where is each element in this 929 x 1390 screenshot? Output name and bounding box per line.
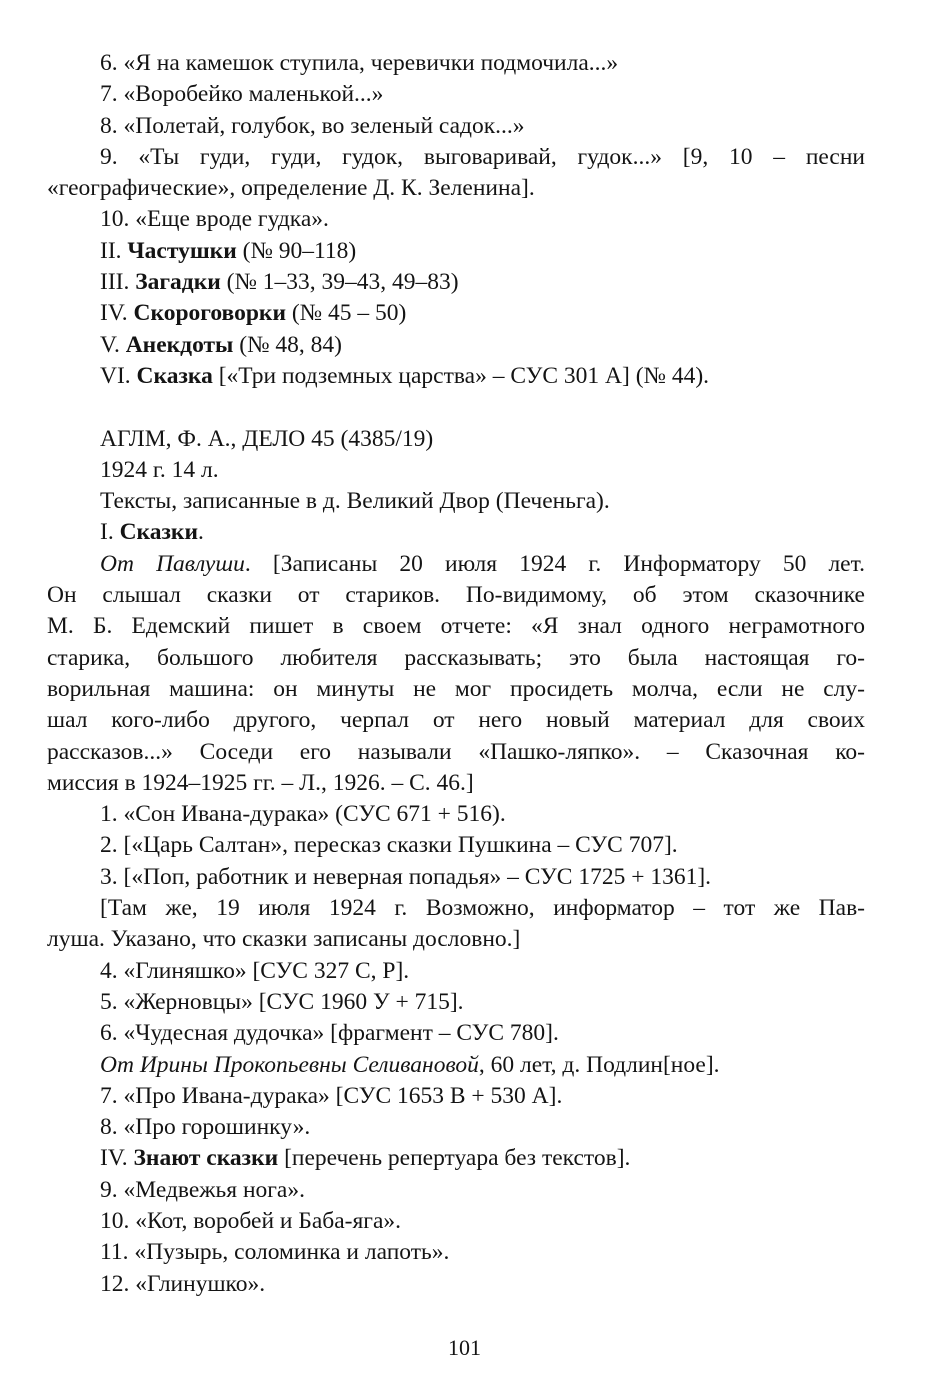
section-title: Сказки xyxy=(119,519,199,546)
section-title: Загадки xyxy=(135,269,221,296)
section-heading: V. Анекдоты (№ 48, 84) xyxy=(100,331,342,358)
narrator-line: От Павлуши. [Записаны 20 июля 1924 г. Информатору 50 лет. xyxy=(100,550,865,577)
list-item-continuation: «географические», определение Д. К. Зеленина]. xyxy=(47,175,535,202)
spacer xyxy=(47,392,865,423)
section-title: Знают сказки xyxy=(133,1145,279,1172)
list-item: 11. «Пузырь, соломинка и лапоть». xyxy=(100,1239,450,1266)
archive-header: АГЛМ, Ф. А., ДЕЛО 45 (4385/19) xyxy=(100,425,434,452)
section-title: Скороговорки xyxy=(133,300,286,327)
list-item: 8. «Про горошинку». xyxy=(100,1114,311,1141)
section-heading: VI. Сказка [«Три подземных царства» – СУС 301 А] (№ 44). xyxy=(100,362,710,389)
list-item: 6. «Чудесная дудочка» [фрагмент – СУС 780]. xyxy=(100,1020,559,1047)
paragraph-line: М. Б. Едемский пишет в своем отчете: «Я знал одного неграмотного xyxy=(47,613,865,640)
narrator-line: От Ирины Прокопьевны Селивановой, 60 лет, д. Подлин[ное]. xyxy=(100,1051,720,1078)
section-title: Сказка xyxy=(136,362,213,389)
archive-year: 1924 г. 14 л. xyxy=(100,456,219,483)
paragraph-line: Он слышал сказки от стариков. По-видимому, об этом сказочнике xyxy=(47,582,865,609)
paragraph-line: рассказов...» Соседи его называли «Пашко-ляпко». – Сказочная ко- xyxy=(47,738,865,765)
paragraph-line: шал кого-либо другого, черпал от него новый материал для своих xyxy=(47,707,865,734)
list-item: 4. «Глиняшко» [СУС 327 С, Р]. xyxy=(100,957,410,984)
list-item: 7. «Про Ивана-дурака» [СУС 1653 В + 530 А]. xyxy=(100,1082,563,1109)
section-heading: IV. Знают сказки [перечень репертуара без текстов]. xyxy=(100,1145,631,1172)
page-body xyxy=(47,48,865,1300)
section-heading: I. Сказки. xyxy=(100,519,204,546)
note-line: [Там же, 19 июля 1924 г. Возможно, информатор – тот же Пав- xyxy=(100,895,865,922)
list-item: 12. «Глинушко». xyxy=(100,1270,266,1297)
narrator-name: От Ирины Прокопьевны Селивановой xyxy=(100,1051,479,1078)
list-item: 10. «Еще вроде гудка». xyxy=(100,206,329,233)
list-item: 9. «Ты гуди, гуди, гудок, выговаривай, гудок...» [9, 10 – песни xyxy=(100,143,865,170)
list-item: 5. «Жерновцы» [СУС 1960 У + 715]. xyxy=(100,988,464,1015)
section-heading: IV. Скороговорки (№ 45 – 50) xyxy=(100,300,407,327)
note-line: луша. Указано, что сказки записаны дословно.] xyxy=(47,926,521,953)
section-title: Частушки xyxy=(127,237,237,264)
list-item: 1. «Сон Ивана-дурака» (СУС 671 + 516). xyxy=(100,801,506,828)
archive-place: Тексты, записанные в д. Великий Двор (Печеньга). xyxy=(100,488,610,515)
paragraph-line: миссия в 1924–1925 гг. – Л., 1926. – С. 46.] xyxy=(47,769,474,796)
list-item: 3. [«Поп, работник и неверная попадья» – СУС 1725 + 1361]. xyxy=(100,863,712,890)
paragraph-line: старика, большого любителя рассказывать; это была настоящая го- xyxy=(47,644,865,671)
list-item: 9. «Медвежья нога». xyxy=(100,1176,305,1203)
list-item: 6. «Я на камешок ступила, черевички подмочила...» xyxy=(100,50,619,76)
page-number: 101 xyxy=(448,1335,481,1360)
narrator-name: От Павлуши xyxy=(100,550,245,577)
paragraph-line: ворильная машина: он минуты не мог просидеть молча, если не слу- xyxy=(47,675,865,702)
section-heading: II. Частушки (№ 90–118) xyxy=(100,237,357,264)
section-heading: III. Загадки (№ 1–33, 39–43, 49–83) xyxy=(100,269,459,296)
list-item: 7. «Воробейко маленькой...» xyxy=(100,81,384,108)
section-title: Анекдоты xyxy=(125,331,234,358)
list-item: 2. [«Царь Салтан», пересказ сказки Пушкина – СУС 707]. xyxy=(100,832,678,859)
list-item: 10. «Кот, воробей и Баба-яга». xyxy=(100,1207,402,1234)
list-item: 8. «Полетай, голубок, во зеленый садок...» xyxy=(100,112,525,139)
